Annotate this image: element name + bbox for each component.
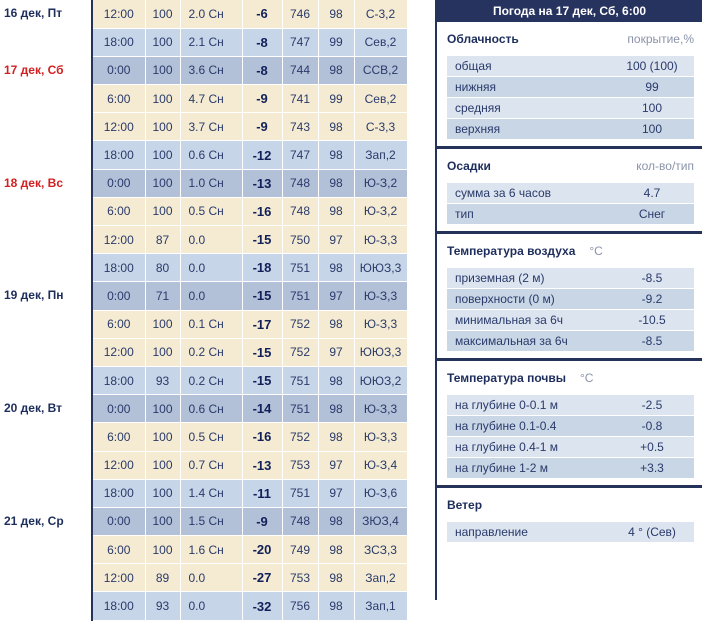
- pressure-cell: 743: [282, 113, 318, 141]
- row-spacer: [407, 564, 435, 592]
- row-spacer: [407, 395, 435, 423]
- detail-row: [447, 268, 694, 289]
- detail-value: 100: [641, 122, 663, 136]
- detail-key: максимальная за 6ч: [455, 334, 568, 348]
- cloud-cell: 100: [145, 507, 180, 535]
- humidity-cell: 98: [318, 113, 354, 141]
- time-cell: 12:00: [92, 338, 145, 366]
- detail-row: [447, 204, 694, 225]
- temp-cell: -16: [242, 197, 282, 225]
- forecast-row[interactable]: [0, 56, 435, 84]
- wind-cell: ЮЮЗ,3: [354, 338, 407, 366]
- temp-cell: -6: [242, 0, 282, 28]
- weather-detail-panel: [435, 0, 702, 600]
- humidity-cell: 98: [318, 0, 354, 28]
- temp-cell: -11: [242, 479, 282, 507]
- temp-cell: -32: [242, 592, 282, 620]
- pressure-cell: 752: [282, 423, 318, 451]
- section-title: Осадки: [447, 159, 491, 173]
- detail-key: на глубине 1-2 м: [455, 461, 549, 475]
- detail-key: тип: [455, 207, 474, 221]
- wind-cell: С-3,3: [354, 113, 407, 141]
- section-title: Температура воздуха: [447, 244, 576, 258]
- time-cell: 6:00: [92, 310, 145, 338]
- temp-cell: -15: [242, 226, 282, 254]
- precip-cell: 0.7 Сн: [180, 451, 242, 479]
- pressure-cell: 751: [282, 254, 318, 282]
- detail-key: приземная (2 м): [455, 271, 545, 285]
- row-spacer: [407, 254, 435, 282]
- wind-cell: Ю-З,2: [354, 197, 407, 225]
- pressure-cell: 751: [282, 366, 318, 394]
- row-spacer: [407, 366, 435, 394]
- humidity-cell: 99: [318, 28, 354, 56]
- row-spacer: [407, 536, 435, 564]
- cloud-cell: 100: [145, 451, 180, 479]
- wind-cell: Ю-З,4: [354, 451, 407, 479]
- detail-row: [447, 56, 694, 77]
- time-cell: 6:00: [92, 536, 145, 564]
- section-title: Температура почвы: [447, 371, 566, 385]
- humidity-cell: 97: [318, 282, 354, 310]
- humidity-cell: 97: [318, 479, 354, 507]
- detail-value: -2.5: [641, 398, 663, 412]
- humidity-cell: 98: [318, 254, 354, 282]
- time-cell: 0:00: [92, 395, 145, 423]
- time-cell: 18:00: [92, 592, 145, 620]
- detail-value: 99: [645, 80, 659, 94]
- temp-cell: -17: [242, 310, 282, 338]
- row-spacer: [407, 451, 435, 479]
- row-spacer: [407, 197, 435, 225]
- cloud-cell: 93: [145, 366, 180, 394]
- detail-key: общая: [455, 59, 492, 73]
- humidity-cell: 98: [318, 395, 354, 423]
- humidity-cell: 99: [318, 85, 354, 113]
- row-spacer: [407, 423, 435, 451]
- wind-cell: Ю-З,6: [354, 479, 407, 507]
- cloud-cell: 100: [145, 141, 180, 169]
- wind-cell: ЮЮЗ,2: [354, 366, 407, 394]
- wind-cell: ЗСЗ,3: [354, 536, 407, 564]
- pressure-cell: 747: [282, 141, 318, 169]
- row-spacer: [407, 85, 435, 113]
- wind-cell: ССВ,2: [354, 56, 407, 84]
- cloud-cell: 89: [145, 564, 180, 592]
- forecast-row[interactable]: [0, 282, 435, 310]
- precip-cell: 0.1 Сн: [180, 310, 242, 338]
- day-label: 18 дек, Вс: [0, 169, 92, 282]
- wind-cell: Зап,2: [354, 564, 407, 592]
- temp-cell: -15: [242, 366, 282, 394]
- detail-row: [447, 437, 694, 458]
- time-cell: 18:00: [92, 366, 145, 394]
- pressure-cell: 751: [282, 282, 318, 310]
- forecast-row[interactable]: [0, 395, 435, 423]
- cloud-cell: 93: [145, 592, 180, 620]
- wind-cell: ЮЮЗ,3: [354, 254, 407, 282]
- precip-cell: 2.1 Сн: [180, 28, 242, 56]
- wind-cell: Ю-З,3: [354, 310, 407, 338]
- pressure-cell: 748: [282, 169, 318, 197]
- detail-key: на глубине 0.4-1 м: [455, 440, 559, 454]
- pressure-cell: 752: [282, 310, 318, 338]
- detail-row: [447, 289, 694, 310]
- detail-row: [447, 416, 694, 437]
- detail-value: 4.7: [643, 186, 661, 200]
- section-unit: °C: [579, 371, 594, 385]
- detail-key: нижняя: [455, 80, 496, 94]
- precip-cell: 1.6 Сн: [180, 536, 242, 564]
- row-spacer: [407, 592, 435, 620]
- precip-cell: 3.6 Сн: [180, 56, 242, 84]
- wind-cell: Зап,1: [354, 592, 407, 620]
- time-cell: 12:00: [92, 564, 145, 592]
- cloud-cell: 100: [145, 169, 180, 197]
- cloud-cell: 100: [145, 423, 180, 451]
- pressure-cell: 749: [282, 536, 318, 564]
- wind-cell: Сев,2: [354, 85, 407, 113]
- day-label: 21 дек, Ср: [0, 507, 92, 620]
- precip-cell: 0.5 Сн: [180, 197, 242, 225]
- time-cell: 0:00: [92, 169, 145, 197]
- pressure-cell: 756: [282, 592, 318, 620]
- detail-row: [447, 98, 694, 119]
- forecast-row[interactable]: [0, 0, 435, 28]
- time-cell: 18:00: [92, 141, 145, 169]
- pressure-cell: 748: [282, 507, 318, 535]
- cloud-cell: 100: [145, 28, 180, 56]
- pressure-cell: 753: [282, 451, 318, 479]
- detail-row: [447, 458, 694, 479]
- time-cell: 0:00: [92, 507, 145, 535]
- cloud-cell: 100: [145, 338, 180, 366]
- humidity-cell: 98: [318, 423, 354, 451]
- time-cell: 18:00: [92, 28, 145, 56]
- time-cell: 0:00: [92, 282, 145, 310]
- detail-value: +3.3: [640, 461, 664, 475]
- precip-cell: 4.7 Сн: [180, 85, 242, 113]
- detail-row: [447, 183, 694, 204]
- pressure-cell: 751: [282, 395, 318, 423]
- pressure-cell: 750: [282, 226, 318, 254]
- time-cell: 6:00: [92, 197, 145, 225]
- cloud-cell: 100: [145, 197, 180, 225]
- pressure-cell: 751: [282, 479, 318, 507]
- temp-cell: -14: [242, 395, 282, 423]
- time-cell: 12:00: [92, 113, 145, 141]
- row-spacer: [407, 282, 435, 310]
- humidity-cell: 98: [318, 197, 354, 225]
- wind-cell: Ю-З,3: [354, 423, 407, 451]
- pressure-cell: 748: [282, 197, 318, 225]
- section-header: [437, 234, 702, 268]
- row-spacer: [407, 226, 435, 254]
- detail-row: [447, 119, 694, 140]
- cloud-cell: 87: [145, 226, 180, 254]
- humidity-cell: 97: [318, 338, 354, 366]
- section-header: [437, 149, 702, 183]
- detail-key: на глубине 0-0.1 м: [455, 398, 559, 412]
- wind-cell: Зап,2: [354, 141, 407, 169]
- wind-cell: Ю-З,3: [354, 282, 407, 310]
- temp-cell: -15: [242, 338, 282, 366]
- temp-cell: -8: [242, 28, 282, 56]
- pressure-cell: 747: [282, 28, 318, 56]
- temp-cell: -27: [242, 564, 282, 592]
- section-title: Ветер: [447, 498, 483, 512]
- row-spacer: [407, 0, 435, 28]
- detail-key: направление: [455, 525, 528, 539]
- pressure-cell: 753: [282, 564, 318, 592]
- precip-cell: 0.5 Сн: [180, 423, 242, 451]
- temp-cell: -18: [242, 254, 282, 282]
- cloud-cell: 100: [145, 56, 180, 84]
- precip-cell: 1.0 Сн: [180, 169, 242, 197]
- detail-key: средняя: [455, 101, 501, 115]
- precip-cell: 1.5 Сн: [180, 507, 242, 535]
- cloud-cell: 100: [145, 395, 180, 423]
- detail-row: [447, 395, 694, 416]
- day-label: 20 дек, Вт: [0, 395, 92, 508]
- row-spacer: [407, 141, 435, 169]
- section-unit: покрытие,%: [627, 32, 694, 46]
- temp-cell: -13: [242, 169, 282, 197]
- cloud-cell: 71: [145, 282, 180, 310]
- day-label: [0, 28, 92, 56]
- temp-cell: -9: [242, 507, 282, 535]
- precip-cell: 0.0: [180, 282, 242, 310]
- section-header: [437, 488, 702, 522]
- time-cell: 6:00: [92, 423, 145, 451]
- precip-cell: 0.2 Сн: [180, 366, 242, 394]
- pressure-cell: 752: [282, 338, 318, 366]
- precip-cell: 2.0 Сн: [180, 0, 242, 28]
- detail-value: 100 (100): [626, 59, 678, 73]
- panel-title: Погода на 17 дек, Сб, 6:00: [437, 0, 702, 22]
- pressure-cell: 741: [282, 85, 318, 113]
- detail-value: -10.5: [638, 313, 666, 327]
- wind-cell: Ю-З,3: [354, 395, 407, 423]
- wind-cell: Ю-З,2: [354, 169, 407, 197]
- section-header: [437, 361, 702, 395]
- cloud-cell: 100: [145, 85, 180, 113]
- humidity-cell: 97: [318, 451, 354, 479]
- time-cell: 6:00: [92, 85, 145, 113]
- detail-key: на глубине 0.1-0.4: [455, 419, 557, 433]
- detail-value: 100: [641, 101, 663, 115]
- forecast-row[interactable]: [0, 28, 435, 56]
- section-header: [437, 22, 702, 56]
- cloud-cell: 100: [145, 310, 180, 338]
- temp-cell: -13: [242, 451, 282, 479]
- wind-cell: ЗЮЗ,4: [354, 507, 407, 535]
- section-unit: кол-во/тип: [636, 159, 694, 173]
- temp-cell: -16: [242, 423, 282, 451]
- row-spacer: [407, 28, 435, 56]
- detail-value: -0.8: [641, 419, 663, 433]
- humidity-cell: 98: [318, 564, 354, 592]
- row-spacer: [407, 56, 435, 84]
- cloud-cell: 100: [145, 536, 180, 564]
- precip-cell: 0.0: [180, 226, 242, 254]
- temp-cell: -15: [242, 282, 282, 310]
- time-cell: 12:00: [92, 451, 145, 479]
- forecast-row[interactable]: [0, 169, 435, 197]
- humidity-cell: 98: [318, 507, 354, 535]
- wind-cell: Сев,2: [354, 28, 407, 56]
- detail-value: +0.5: [640, 440, 664, 454]
- pressure-cell: 746: [282, 0, 318, 28]
- temp-cell: -12: [242, 141, 282, 169]
- temp-cell: -9: [242, 113, 282, 141]
- detail-value: 4 ° (Сев): [628, 525, 676, 539]
- detail-key: верхняя: [455, 122, 501, 136]
- row-spacer: [407, 338, 435, 366]
- time-cell: 12:00: [92, 0, 145, 28]
- precip-cell: 0.6 Сн: [180, 395, 242, 423]
- humidity-cell: 97: [318, 226, 354, 254]
- humidity-cell: 98: [318, 169, 354, 197]
- humidity-cell: 98: [318, 366, 354, 394]
- humidity-cell: 98: [318, 592, 354, 620]
- humidity-cell: 98: [318, 56, 354, 84]
- precip-cell: 0.6 Сн: [180, 141, 242, 169]
- detail-row: [447, 310, 694, 331]
- detail-value: Снег: [638, 207, 666, 221]
- section-unit: °C: [589, 244, 603, 258]
- detail-key: поверхности (0 м): [455, 292, 555, 306]
- humidity-cell: 98: [318, 536, 354, 564]
- detail-value: -8.5: [641, 334, 663, 348]
- detail-key: сумма за 6 часов: [455, 186, 551, 200]
- detail-key: минимальная за 6ч: [455, 313, 564, 327]
- day-label: 19 дек, Пн: [0, 282, 92, 395]
- time-cell: 12:00: [92, 226, 145, 254]
- day-label: 16 дек, Пт: [0, 0, 92, 28]
- detail-row: [447, 522, 694, 543]
- row-spacer: [407, 169, 435, 197]
- cloud-cell: 100: [145, 113, 180, 141]
- temp-cell: -20: [242, 536, 282, 564]
- precip-cell: 0.0: [180, 592, 242, 620]
- forecast-row[interactable]: [0, 507, 435, 535]
- wind-cell: С-3,2: [354, 0, 407, 28]
- wind-cell: Ю-З,3: [354, 226, 407, 254]
- humidity-cell: 98: [318, 141, 354, 169]
- section-title: Облачность: [447, 32, 519, 46]
- row-spacer: [407, 479, 435, 507]
- row-spacer: [407, 113, 435, 141]
- detail-value: -8.5: [641, 271, 663, 285]
- time-cell: 18:00: [92, 479, 145, 507]
- precip-cell: 0.2 Сн: [180, 338, 242, 366]
- precip-cell: 3.7 Сн: [180, 113, 242, 141]
- detail-row: [447, 77, 694, 98]
- cloud-cell: 100: [145, 0, 180, 28]
- temp-cell: -8: [242, 56, 282, 84]
- time-cell: 0:00: [92, 56, 145, 84]
- detail-value: -9.2: [641, 292, 663, 306]
- cloud-cell: 80: [145, 254, 180, 282]
- precip-cell: 1.4 Сн: [180, 479, 242, 507]
- precip-cell: 0.0: [180, 254, 242, 282]
- precip-cell: 0.0: [180, 564, 242, 592]
- time-cell: 18:00: [92, 254, 145, 282]
- row-spacer: [407, 310, 435, 338]
- humidity-cell: 98: [318, 310, 354, 338]
- temp-cell: -9: [242, 85, 282, 113]
- day-label: 17 дек, Сб: [0, 56, 92, 169]
- cloud-cell: 100: [145, 479, 180, 507]
- row-spacer: [407, 507, 435, 535]
- detail-row: [447, 331, 694, 352]
- pressure-cell: 744: [282, 56, 318, 84]
